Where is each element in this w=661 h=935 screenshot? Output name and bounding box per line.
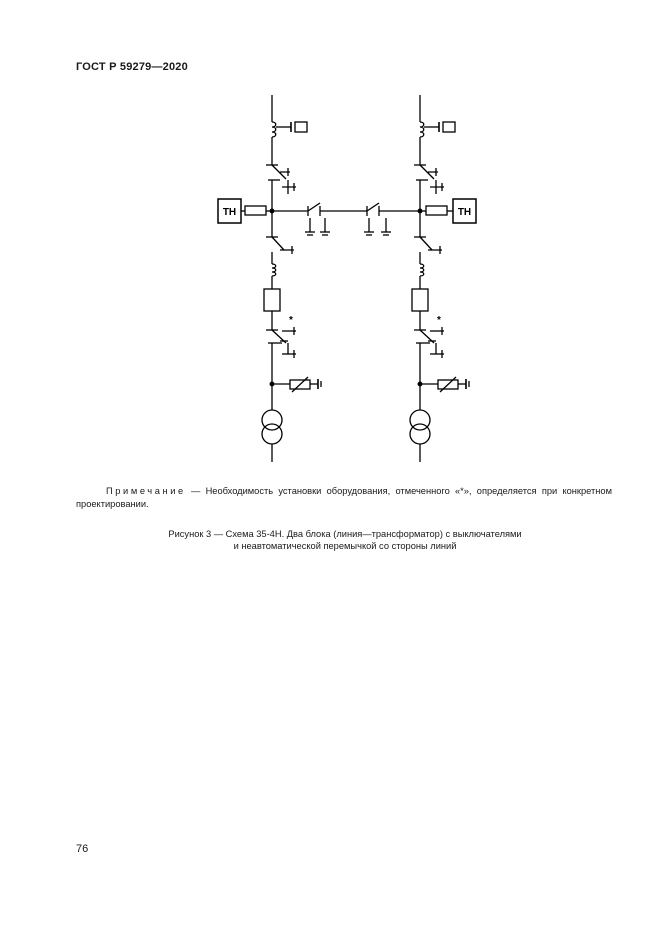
note-label: Примечание <box>106 486 186 496</box>
bridge-jumper <box>272 203 420 235</box>
vt-label-left: ТН <box>222 207 237 218</box>
figure-caption <box>100 528 590 552</box>
caption-line-2: и неавтоматической перемычкой со стороны линий <box>233 541 457 551</box>
document-header: ГОСТ Р 59279—2020 <box>76 61 188 73</box>
note <box>76 485 612 510</box>
note-text: — Необходимость установки оборудования, отмеченного «*», определяется при конкретном проектировании. <box>76 486 612 509</box>
left-bay <box>218 95 321 462</box>
optional-marker-left: * <box>289 315 293 326</box>
optional-marker-right: * <box>437 315 441 326</box>
page-number: 76 <box>76 843 89 855</box>
vt-label-right: ТН <box>457 207 472 218</box>
right-bay <box>410 95 476 462</box>
caption-line-1: Рисунок 3 — Схема 35-4Н. Два блока (линия—трансформатор) с выключателями <box>168 529 522 539</box>
